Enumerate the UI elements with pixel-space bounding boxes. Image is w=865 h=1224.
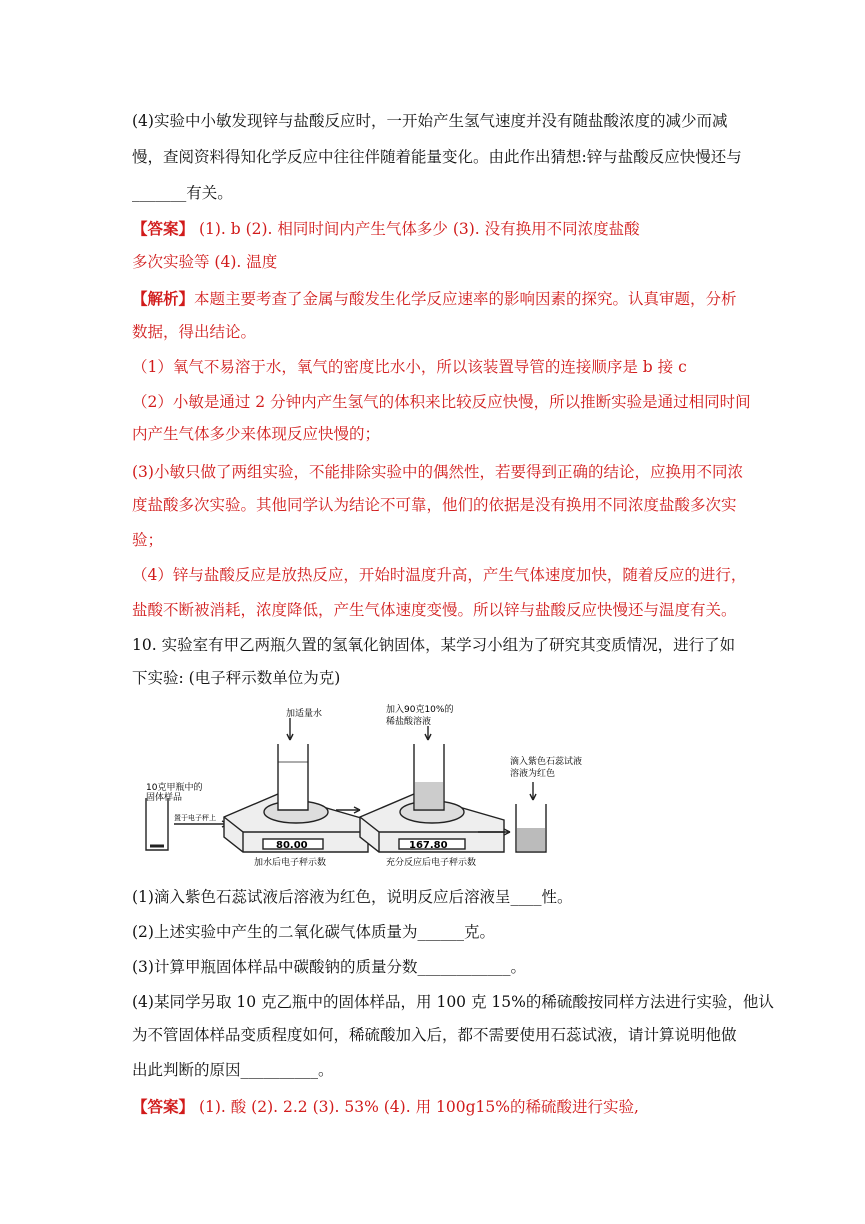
analysis9-part-1: （1）氧气不易溶于水，氧气的密度比水小，所以该装置导管的连接顺序是 b 接 c [132,358,687,376]
analysis9-line-2: 数据，得出结论。 [132,323,257,341]
analysis9-part-4b: 盐酸不断被消耗，浓度降低，产生气体速度变慢。所以锌与盐酸反应快慢还与温度有关。 [132,601,737,619]
q10-line-2: 下实验: (电子秤示数单位为克) [132,669,341,687]
answer9-line-2: 多次实验等 (4). 温度 [132,253,278,271]
q10-sub-2: (2)上述实验中产生的二氧化碳气体质量为______克。 [132,923,495,941]
scale1-reading: 80.00 [276,840,308,851]
analysis9-part-4a: （4）锌与盐酸反应是放热反应，开始时温度升高，产生气体速度加快，随着反应的进行， [132,566,747,584]
sample-label-1: 10克甲瓶中的 [146,783,203,793]
q4-line-3: _______有关。 [132,184,233,202]
water-label: 加适量水 [286,709,323,719]
q10-sub-4b: 为不管固体样品变质程度如何，稀硫酸加入后，都不需要使用石蕊试液，请计算说明他做 [132,1026,737,1044]
place-label: 置于电子秤上 [174,814,216,822]
q10-sub-4a: (4)某同学另取 10 克乙瓶中的固体样品，用 100 克 15%的稀硫酸按同样方法进行实验，他认 [132,993,774,1011]
answer-tag: 【答案】 [132,1098,195,1116]
analysis9-line-1 [132,288,737,310]
acid-label-2: 稀盐酸溶液 [386,717,432,727]
answer10-line-1 [132,1096,639,1118]
q10-sub-4c: 出此判断的原因__________。 [132,1061,334,1079]
experiment-figure [128,702,598,872]
caption-1: 加水后电子秤示数 [254,858,327,868]
analysis9-part-3c: 验； [132,531,164,549]
analysis9-part-3a: (3)小敏只做了两组实验，不能排除实验中的偶然性，若要得到正确的结论，应换用不同浓 [132,463,743,481]
acid-label-1: 加入90克10%的 [386,705,454,715]
caption-2: 充分反应后电子秤示数 [386,858,477,868]
analysis9-text-1: 本题主要考查了金属与酸发生化学反应速率的影响因素的探究。认真审题，分析 [194,290,737,308]
sample-label-2: 固体样品 [146,793,183,803]
litmus-label-1: 滴入紫色石蕊试液 [510,757,583,767]
litmus-label-2: 溶液为红色 [510,769,556,779]
q4-line-1: (4)实验中小敏发现锌与盐酸反应时，一开始产生氢气速度并没有随盐酸浓度的减少而减 [132,112,728,130]
answer9-text-1: (1). b (2). 相同时间内产生气体多少 (3). 没有换用不同浓度盐酸 [194,220,640,238]
sample-beaker [146,798,168,850]
q4-line-2: 慢，查阅资料得知化学反应中往往伴随着能量变化。由此作出猜想:锌与盐酸反应快慢还与 [132,148,742,166]
q10-line-1: 10. 实验室有甲乙两瓶久置的氢氧化钠固体，某学习小组为了研究其变质情况，进行了如 [132,636,736,654]
analysis9-part-2b: 内产生气体多少来体现反应快慢的； [132,425,381,443]
beaker-1 [278,744,308,810]
analysis9-part-2a: （2）小敏是通过 2 分钟内产生氢气的体积来比较反应快慢，所以推断实验是通过相同时间 [132,393,751,411]
analysis-tag: 【解析】 [132,290,195,308]
answer10-text-1: (1). 酸 (2). 2.2 (3). 53% (4). 用 100g15%的稀硫酸进行实验, [194,1098,639,1116]
q10-sub-1: (1)滴入紫色石蕊试液后溶液为红色，说明反应后溶液呈____性。 [132,888,573,906]
scale2-reading: 167.80 [409,840,448,851]
q10-sub-3: (3)计算甲瓶固体样品中碳酸钠的质量分数____________。 [132,958,526,976]
analysis9-part-3b: 度盐酸多次实验。其他同学认为结论不可靠，他们的依据是没有换用不同浓度盐酸多次实 [132,496,737,514]
answer9-line-1 [132,218,640,240]
answer-tag: 【答案】 [132,220,195,238]
